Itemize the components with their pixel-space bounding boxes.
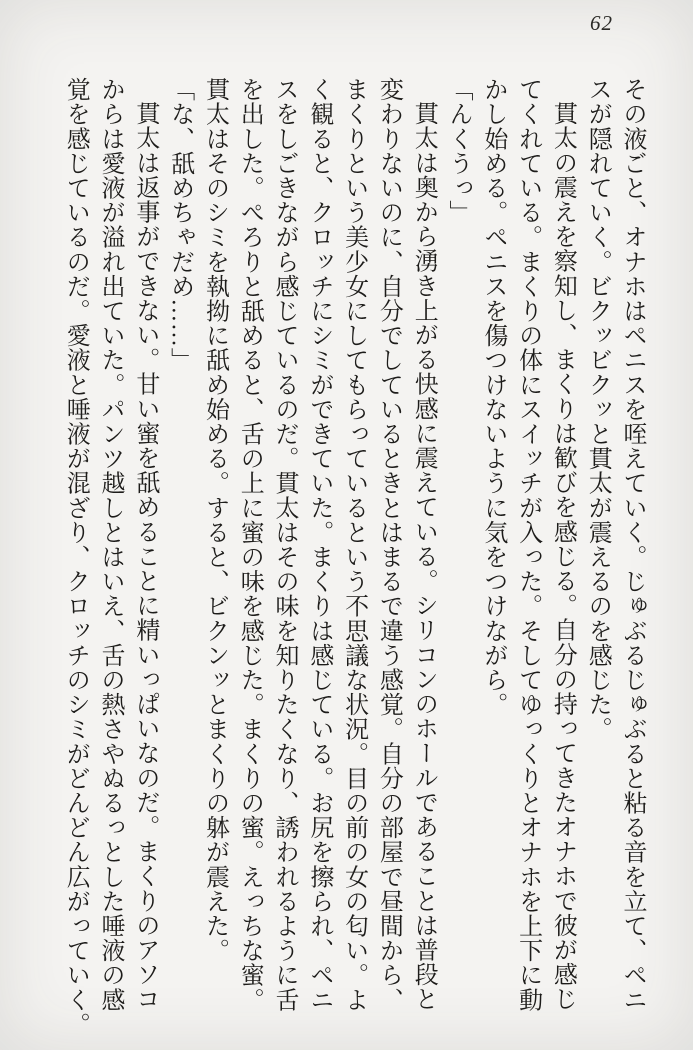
text-column: 覚を感じているのだ。愛液と唾液が混ざり、クロッチのシミがどんどん広がっていく。	[62, 77, 89, 1037]
dialogue-column: 「んくうっ」	[445, 77, 472, 225]
text-column: 貫太はそのシミを執拗に舐め始める。すると、ビクンッとまくりの躰が震えた。	[201, 77, 228, 963]
text-column: てくれている。まくりの体にスイッチが入った。そしてゆっくりとオナホを上下に動	[514, 77, 541, 1012]
text-column: かし始める。ペニスを傷つけないように気をつけながら。	[479, 77, 506, 717]
dialogue-column: 「な、舐めちゃだめ……」	[166, 77, 193, 373]
text-column: からは愛液が溢れ出ていた。パンツ越しとはいえ、舌の熱さやぬるっとした唾液の感	[97, 77, 124, 1012]
text-column: 貫太は奥から湧き上がる快感に震えている。シリコンのホールであることは普段と	[410, 101, 437, 1012]
text-column: スをしごきながら感じているのだ。貫太はその味を知りたくなり、誘われるように舌	[271, 77, 298, 1012]
text-column: まくりという美少女にしてもらっているという不思議な状況。目の前の女の匂い。よ	[340, 77, 367, 1012]
text-column: 変わりないのに、自分でしているときとはまるで違う感覚。自分の部屋で昼間から、	[375, 77, 402, 1012]
text-column: を出した。ぺろりと舐めると、舌の上に蜜の味を感じた。まくりの蜜。えっちな蜜。	[236, 77, 263, 1012]
text-column: く観ると、クロッチにシミができていた。まくりは感じている。お尻を擦られ、ペニ	[305, 77, 332, 1012]
page-number: 62	[590, 11, 613, 35]
text-column: 貫太は返事ができない。甘い蜜を舐めることに精いっぱいなのだ。まくりのアソコ	[131, 101, 158, 1012]
text-column: 貫太の震えを察知し、まくりは歓びを感じる。自分の持ってきたオナホで彼が感じ	[549, 101, 576, 1012]
text-block	[57, 77, 649, 1037]
text-column: スが隠れていく。ビクッビクッと貫太が震えるのを感じた。	[584, 77, 611, 742]
text-column: その液ごと、オナホはペニスを咥えていく。じゅぶるじゅぶると粘る音を立て、ペニ	[619, 77, 645, 1012]
